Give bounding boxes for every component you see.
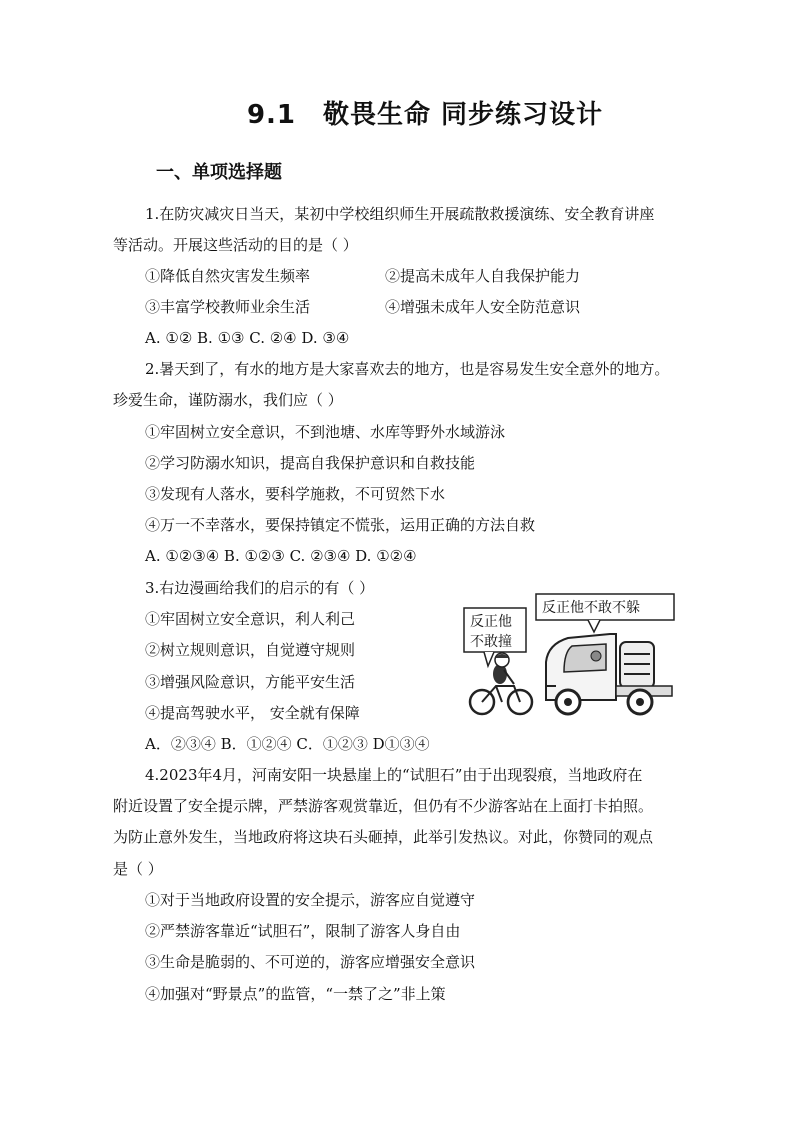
q2-stem-line2: 珍爱生命，谨防溺水，我们应（ ） (113, 391, 343, 409)
bubble-right-tail (588, 620, 600, 632)
q1-option-3: ③丰富学校教师业余生活 (145, 298, 311, 316)
q2-choices: A. ①②③④ B. ①②③ C. ②③④ D. ①②④ (145, 547, 417, 565)
cartoon-svg (460, 590, 678, 720)
q2-option-2: ②学习防溺水知识，提高自我保护意识和自救技能 (145, 454, 476, 472)
q4-option-3: ③生命是脆弱的、不可逆的，游客应增强安全意识 (145, 953, 476, 971)
q4-option-2: ②严禁游客靠近“试胆石”，限制了游客人身自由 (145, 922, 461, 940)
q4-stem-line3: 为防止意外发生，当地政府将这块石头砸掉，此举引发热议。对此，你赞同的观点 (113, 828, 654, 846)
q4-stem-line1: 4.2023年4月，河南安阳一块悬崖上的“试胆石”由于出现裂痕，当地政府在 (145, 766, 643, 784)
q2-option-3: ③发现有人落水，要科学施救，不可贸然下水 (145, 485, 446, 503)
truck-drawing (546, 634, 672, 714)
section-heading: 一、单项选择题 (156, 162, 282, 183)
bubble-left-text-1: 反正他 (470, 614, 512, 630)
bubble-left-text-2: 不敢撞 (470, 634, 512, 650)
page-title: 9.1 敬畏生命 同步练习设计 (246, 100, 604, 130)
q4-stem-line2: 附近设置了安全提示牌，严禁游客观赏靠近，但仍有不少游客站在上面打卡拍照。 (113, 797, 654, 815)
q1-stem-line1: 1.在防灾减灾日当天，某初中学校组织师生开展疏散救援演练、安全教育讲座 (145, 205, 655, 223)
q1-option-4: ④增强未成年人安全防范意识 (385, 298, 581, 316)
bubble-left-tail (484, 652, 494, 666)
q3-choices: A．②③④ B．①②④ C．①②③ D①③④ (145, 735, 430, 753)
q3-option-3: ③增强风险意识，方能平安生活 (145, 673, 356, 691)
q4-stem-line4: 是（ ） (113, 860, 163, 878)
q3-option-1: ①牢固树立安全意识，利人利己 (145, 610, 356, 628)
q2-stem-line1: 2.暑天到了，有水的地方是大家喜欢去的地方，也是容易发生安全意外的地方。 (145, 360, 670, 378)
q4-option-4: ④加强对“野景点”的监管，“一禁了之”非上策 (145, 985, 446, 1003)
q3-stem: 3.右边漫画给我们的启示的有（ ） (145, 579, 375, 597)
q1-choices: A. ①② B. ①③ C. ②④ D. ③④ (145, 329, 350, 347)
q3-option-4: ④提高驾驶水平， 安全就有保障 (145, 704, 360, 722)
q2-option-1: ①牢固树立安全意识，不到池塘、水库等野外水域游泳 (145, 423, 506, 441)
cyclist-drawing (470, 653, 532, 714)
q1-stem-line2: 等活动。开展这些活动的目的是（ ） (113, 236, 358, 254)
q3-option-2: ②树立规则意识，自觉遵守规则 (145, 641, 356, 659)
q4-option-1: ①对于当地政府设置的安全提示，游客应自觉遵守 (145, 891, 476, 909)
q1-option-2: ②提高未成年人自我保护能力 (385, 267, 581, 285)
cartoon-illustration (460, 590, 678, 720)
bubble-right-text: 反正他不敢不躲 (542, 600, 640, 616)
q2-option-4: ④万一不幸落水，要保持镇定不慌张，运用正确的方法自救 (145, 516, 536, 534)
q1-option-1: ①降低自然灾害发生频率 (145, 267, 311, 285)
